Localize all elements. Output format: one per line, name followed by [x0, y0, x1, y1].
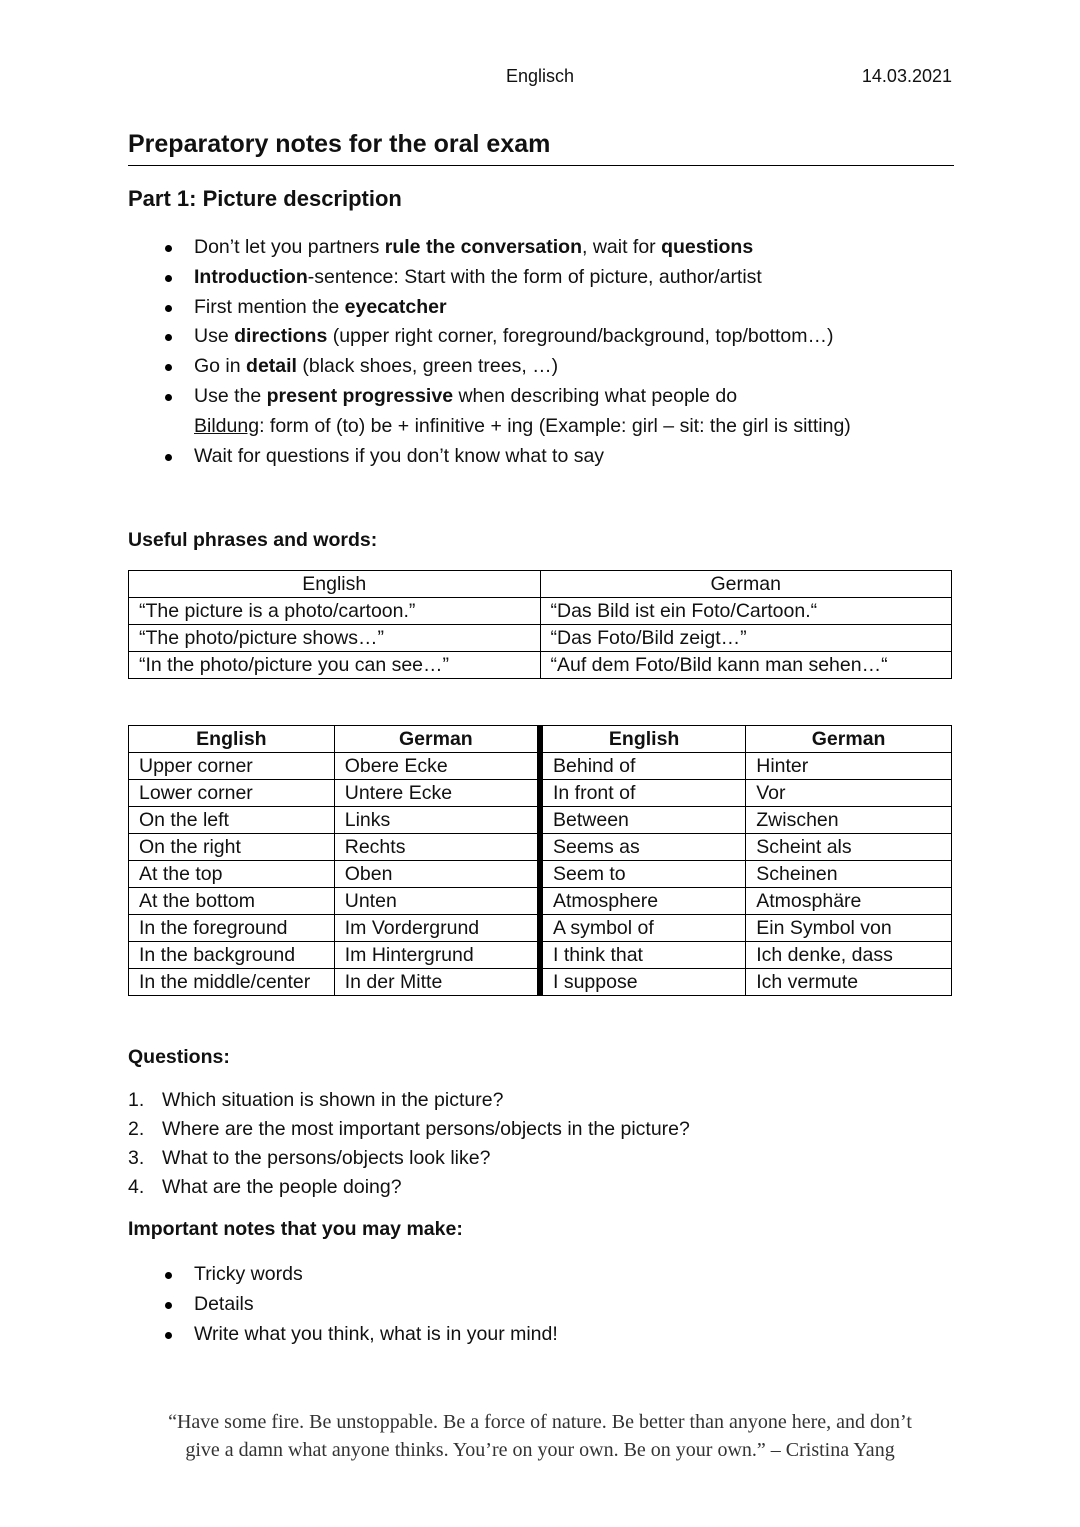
- table-row: In the background Im Hintergrund I think that Ich denke, dass: [129, 942, 952, 969]
- list-item: Don’t let you partners rule the conversation, wait for questions: [128, 233, 988, 263]
- list-item: 4. What are the people doing?: [128, 1176, 402, 1198]
- list-item: Go in detail (black shoes, green trees, …): [128, 352, 988, 382]
- list-item: Write what you think, what is in your mind!: [128, 1320, 988, 1350]
- table-row: Lower corner Untere Ecke In front of Vor: [129, 780, 952, 807]
- list-item: 1. Which situation is shown in the picture?: [128, 1089, 504, 1111]
- bullet-icon: [165, 1272, 172, 1279]
- table-row: “The picture is a photo/cartoon.” “Das Bild ist ein Foto/Cartoon.“: [129, 598, 952, 625]
- bullet-icon: [165, 1302, 172, 1309]
- bullet-icon: [165, 394, 172, 401]
- questions-list: [128, 1086, 690, 1202]
- page-title: Preparatory notes for the oral exam: [128, 130, 954, 166]
- table-row: “In the photo/picture you can see…” “Auf dem Foto/Bild kann man sehen…“: [129, 652, 952, 679]
- bullet-icon: [165, 334, 172, 341]
- words-table: [128, 725, 952, 996]
- bullet-icon: [165, 305, 172, 312]
- header-subject: Englisch: [505, 66, 575, 86]
- formation-note: Bildung: form of (to) be + infinitive + ing (Example: girl – sit: the girl is sitting): [194, 414, 851, 437]
- table-header-row: [129, 571, 952, 598]
- list-item: Use the present progressive when describing what people do Bildung: form of (to) be + infinitive + ing (Example: girl – sit: the girl is sitting): [128, 382, 988, 442]
- table-row: “The photo/picture shows…” “Das Foto/Bild zeigt…”: [129, 625, 952, 652]
- table-row: In the foreground Im Vordergrund A symbol of Ein Symbol von: [129, 915, 952, 942]
- table-row: At the top Oben Seem to Scheinen: [129, 861, 952, 888]
- table-row: At the bottom Unten Atmosphere Atmosphäre: [129, 888, 952, 915]
- table-row: On the right Rechts Seems as Scheint als: [129, 834, 952, 861]
- bullet-icon: [165, 1332, 172, 1339]
- table-row: Upper corner Obere Ecke Behind of Hinter: [129, 753, 952, 780]
- bullet-icon: [165, 364, 172, 371]
- notes-heading: Important notes that you may make:: [128, 1218, 463, 1240]
- table-row: On the left Links Between Zwischen: [129, 807, 952, 834]
- picture-description-tips: [128, 233, 988, 471]
- list-item: First mention the eyecatcher: [128, 293, 988, 323]
- list-item: Introduction-sentence: Start with the form of picture, author/artist: [128, 263, 988, 293]
- list-item: 2. Where are the most important persons/objects in the picture?: [128, 1118, 690, 1140]
- phrases-table: [128, 570, 952, 679]
- list-item: Tricky words: [128, 1260, 988, 1290]
- list-item: Use directions (upper right corner, foreground/background, top/bottom…): [128, 322, 988, 352]
- bullet-icon: [165, 245, 172, 252]
- useful-phrases-heading: Useful phrases and words:: [128, 529, 378, 551]
- list-item: Details: [128, 1290, 988, 1320]
- header-date: 14.03.2021: [861, 66, 952, 86]
- header-english: English: [129, 571, 541, 598]
- bullet-icon: [165, 275, 172, 282]
- closing-quote: “Have some fire. Be unstoppable. Be a force of nature. Be better than anyone here, and don’t give a damn what anyone thinks. You’re on your own. Be on your own.” – Cristina Yang: [168, 1411, 912, 1461]
- list-item: 3. What to the persons/objects look like?: [128, 1147, 491, 1169]
- bullet-icon: [165, 454, 172, 461]
- part1-heading: Part 1: Picture description: [128, 186, 402, 211]
- questions-heading: Questions:: [128, 1046, 230, 1068]
- table-row: In the middle/center In der Mitte I suppose Ich vermute: [129, 969, 952, 996]
- list-item: Wait for questions if you don’t know what to say: [128, 442, 988, 472]
- header-german: German: [540, 571, 952, 598]
- notes-list: [128, 1260, 988, 1349]
- table-header-row: English German English German: [129, 726, 952, 753]
